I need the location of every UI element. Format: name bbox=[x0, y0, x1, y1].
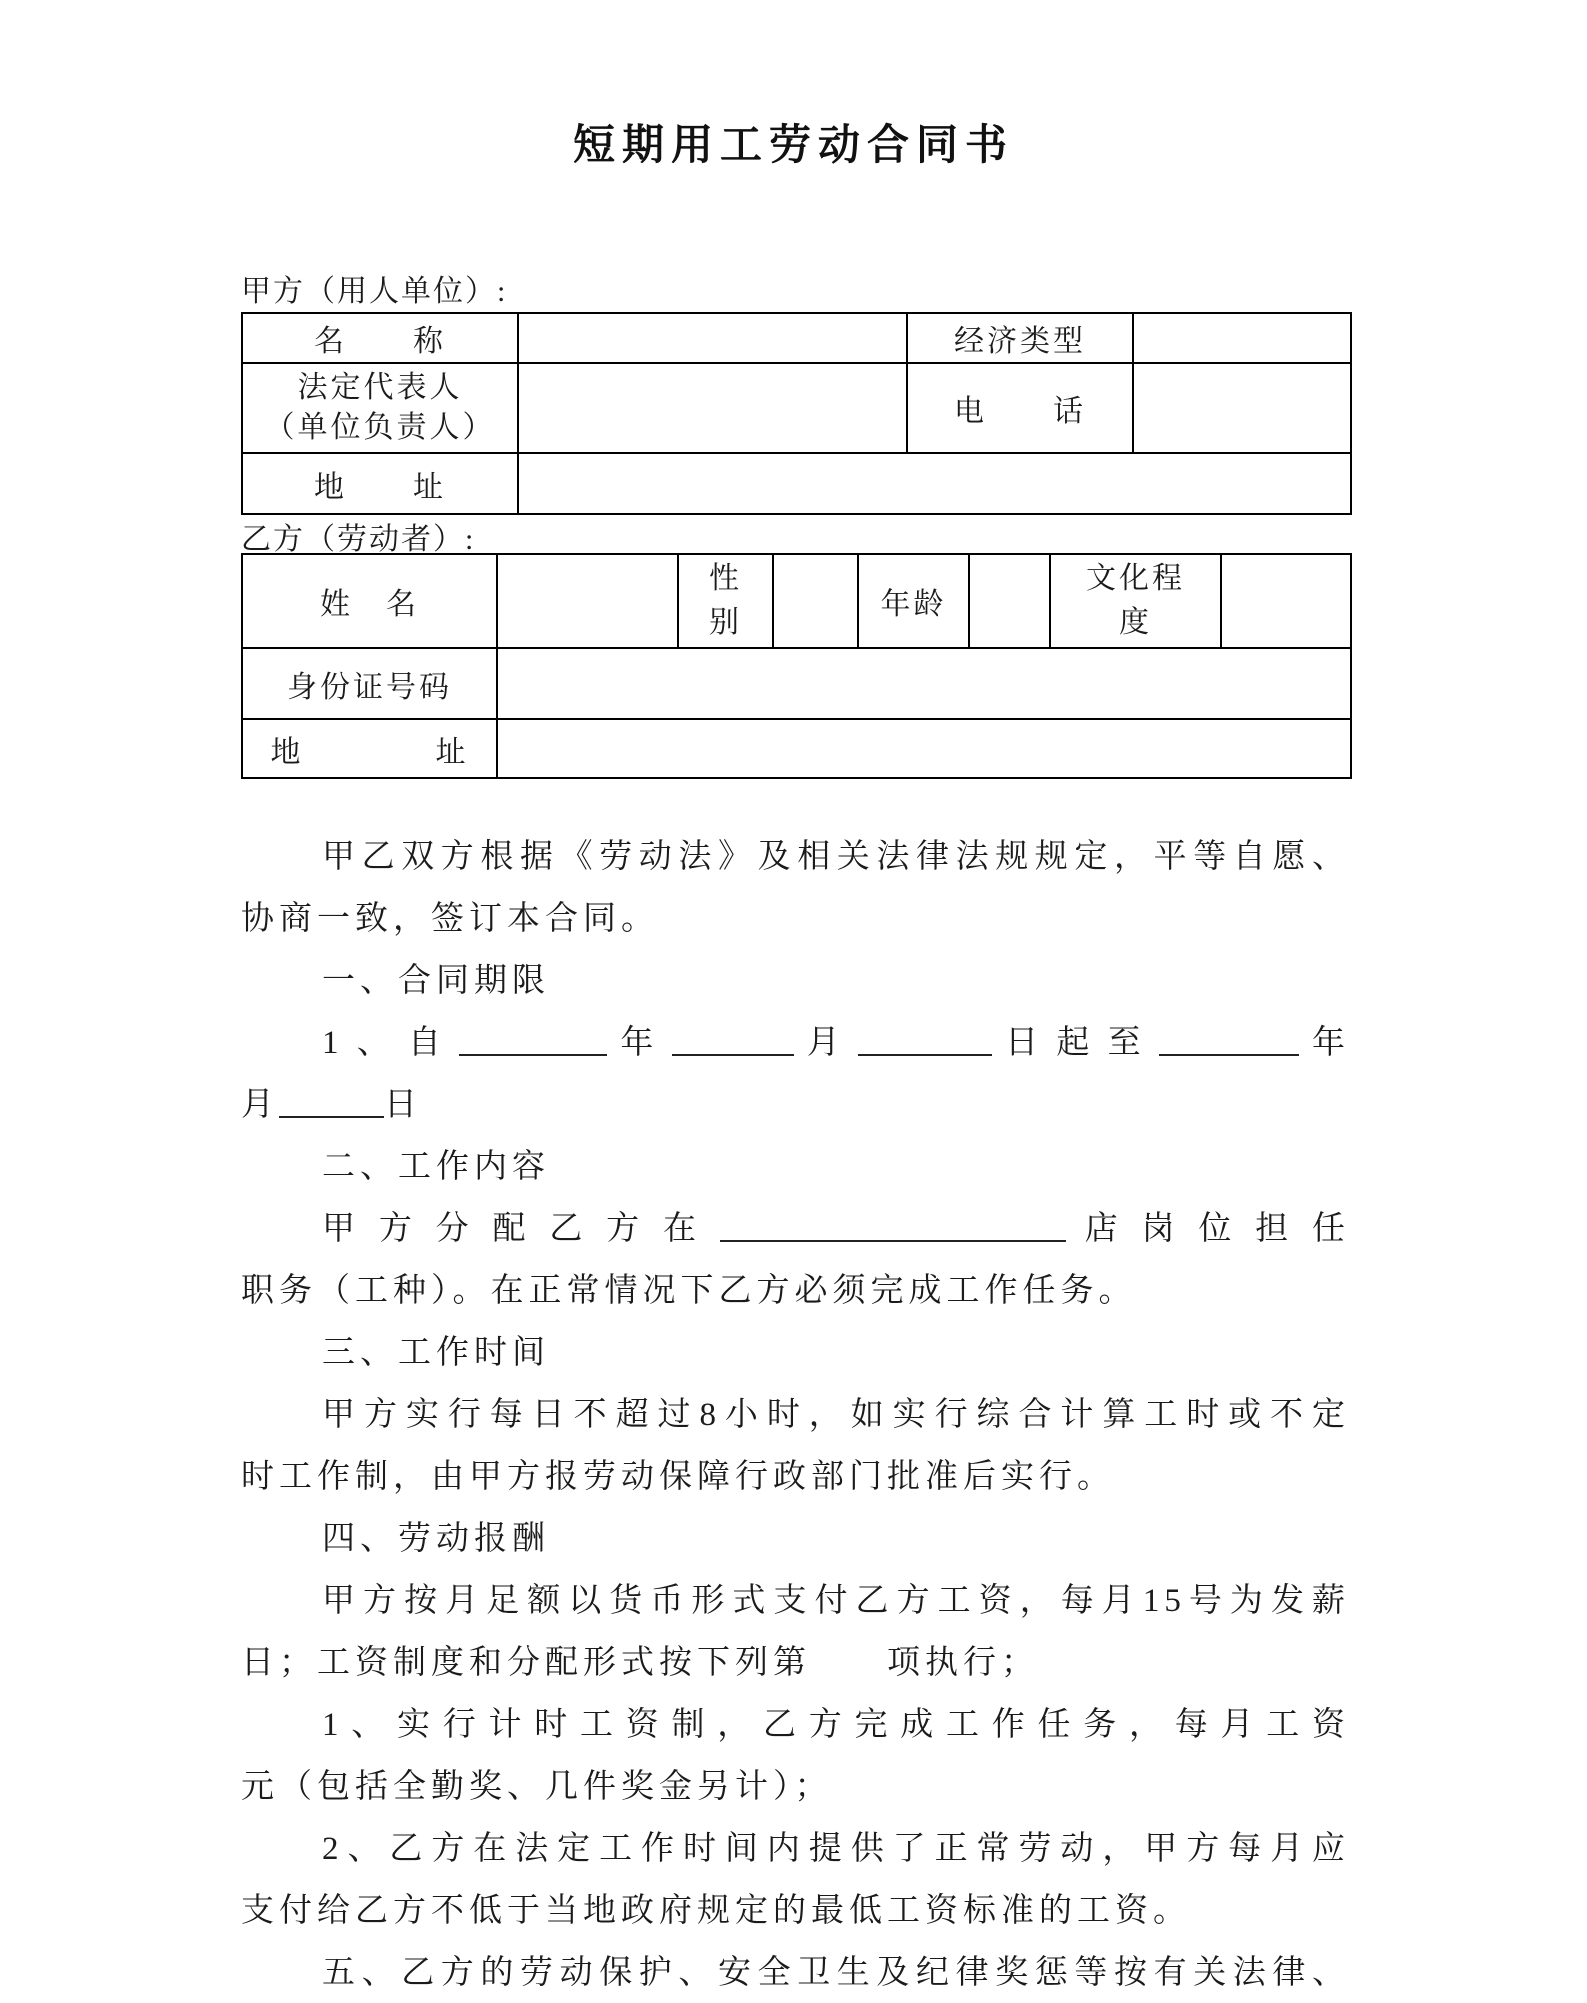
body-text: 日 bbox=[384, 1087, 422, 1123]
body-text: 年 bbox=[1298, 1025, 1351, 1061]
worker-name-label: 姓 名 bbox=[242, 554, 497, 648]
body-line bbox=[241, 1260, 1350, 1322]
body-line bbox=[241, 1508, 1350, 1570]
body-line bbox=[241, 888, 1350, 950]
legal-representative-label-line1: 法定代表人 bbox=[297, 371, 463, 404]
body-text: 1、自 bbox=[322, 1025, 460, 1061]
body-text: 四、劳动报酬 bbox=[322, 1521, 550, 1557]
body-line bbox=[241, 1570, 1350, 1632]
body-text: 1、实行计时工资制，乙方完成工作任务，每月工资 bbox=[322, 1707, 1350, 1743]
body-text: 日；工资制度和分配形式按下列第 项执行； bbox=[241, 1645, 1039, 1681]
body-text: 甲方按月足额以货币形式支付乙方工资，每月15号为发薪 bbox=[322, 1583, 1350, 1619]
table-row bbox=[242, 453, 1351, 514]
age-value bbox=[969, 554, 1050, 648]
legal-representative-label bbox=[242, 363, 518, 453]
body-line bbox=[241, 1880, 1350, 1942]
fill-in-blank bbox=[858, 1044, 992, 1056]
body-line bbox=[241, 1446, 1350, 1508]
education-label: 文化程度 bbox=[1050, 554, 1221, 648]
company-name-label: 名 称 bbox=[242, 313, 518, 363]
body-line bbox=[241, 1136, 1350, 1198]
body-text: 协商一致，签订本合同。 bbox=[241, 901, 659, 937]
id-number-value bbox=[497, 648, 1351, 719]
body-text: 甲乙双方根据《劳动法》及相关法律法规规定，平等自愿、 bbox=[322, 839, 1350, 875]
body-line bbox=[241, 1756, 1350, 1818]
company-name-value bbox=[518, 313, 907, 363]
body-text: 三、工作时间 bbox=[322, 1335, 550, 1371]
body-line bbox=[241, 1632, 1350, 1694]
phone-label: 电 话 bbox=[907, 363, 1133, 453]
legal-representative-value bbox=[518, 363, 907, 453]
party-a-table bbox=[241, 312, 1352, 515]
fill-in-blank bbox=[720, 1230, 1066, 1242]
company-address-label: 地 址 bbox=[242, 453, 518, 514]
company-address-value bbox=[518, 453, 1351, 514]
body-text: 2、乙方在法定工作时间内提供了正常劳动，甲方每月应 bbox=[322, 1831, 1350, 1867]
gender-label: 性别 bbox=[678, 554, 773, 648]
body-line bbox=[241, 826, 1350, 888]
fill-in-blank bbox=[279, 1106, 384, 1118]
table-row bbox=[242, 363, 1351, 453]
body-text: 五、乙方的劳动保护、安全卫生及纪律奖惩等按有关法律、 bbox=[322, 1955, 1350, 1991]
body-text: 甲方分配乙方在 bbox=[322, 1211, 720, 1247]
phone-value bbox=[1133, 363, 1351, 453]
worker-address-label: 地 址 bbox=[242, 719, 497, 778]
table-row bbox=[242, 313, 1351, 363]
page-title: 短期用工劳动合同书 bbox=[572, 123, 1014, 169]
body-text: 支付给乙方不低于当地政府规定的最低工资标准的工资。 bbox=[241, 1893, 1191, 1929]
body-line bbox=[241, 1694, 1350, 1756]
age-label: 年龄 bbox=[858, 554, 969, 648]
party-b-label: 乙方（劳动者）: bbox=[241, 523, 476, 556]
body-text: 职务（工种）。在正常情况下乙方必须完成工作任务。 bbox=[241, 1273, 1137, 1309]
body-text: 一、合同期限 bbox=[322, 963, 550, 999]
body-text: 二、工作内容 bbox=[322, 1149, 550, 1185]
legal-representative-label-line2: （单位负责人） bbox=[264, 411, 496, 444]
body-line bbox=[241, 1942, 1350, 2003]
body-text: 甲方实行每日不超过8小时，如实行综合计算工时或不定 bbox=[322, 1397, 1350, 1433]
education-value bbox=[1221, 554, 1351, 648]
body-line bbox=[241, 1322, 1350, 1384]
table-row bbox=[242, 554, 1351, 648]
body-line bbox=[241, 1384, 1350, 1446]
body-line bbox=[241, 1198, 1350, 1260]
party-a-label: 甲方（用人单位）: bbox=[241, 275, 508, 308]
body-line bbox=[241, 1012, 1350, 1074]
body-text: 日起至 bbox=[991, 1025, 1159, 1061]
table-row bbox=[242, 648, 1351, 719]
gender-value bbox=[773, 554, 858, 648]
table-row bbox=[242, 719, 1351, 778]
worker-name-value bbox=[497, 554, 678, 648]
fill-in-blank bbox=[1159, 1044, 1299, 1056]
fill-in-blank bbox=[459, 1044, 607, 1056]
economic-type-label: 经济类型 bbox=[907, 313, 1133, 363]
economic-type-value bbox=[1133, 313, 1351, 363]
body-text: 元（包括全勤奖、几件奖金另计）； bbox=[241, 1769, 833, 1805]
body-text: 时工作制，由甲方报劳动保障行政部门批准后实行。 bbox=[241, 1459, 1115, 1495]
body-text: 月 bbox=[793, 1025, 858, 1061]
body-line bbox=[241, 1818, 1350, 1880]
fill-in-blank bbox=[672, 1044, 794, 1056]
body-text: 月 bbox=[241, 1087, 279, 1123]
worker-address-value bbox=[497, 719, 1351, 778]
party-b-table bbox=[241, 553, 1352, 779]
contract-body bbox=[241, 826, 1350, 2003]
id-number-label: 身份证号码 bbox=[242, 648, 497, 719]
body-line bbox=[241, 950, 1350, 1012]
body-text: 年 bbox=[607, 1025, 672, 1061]
body-text: 店岗位担任 bbox=[1065, 1211, 1351, 1247]
body-line bbox=[241, 1074, 1350, 1136]
